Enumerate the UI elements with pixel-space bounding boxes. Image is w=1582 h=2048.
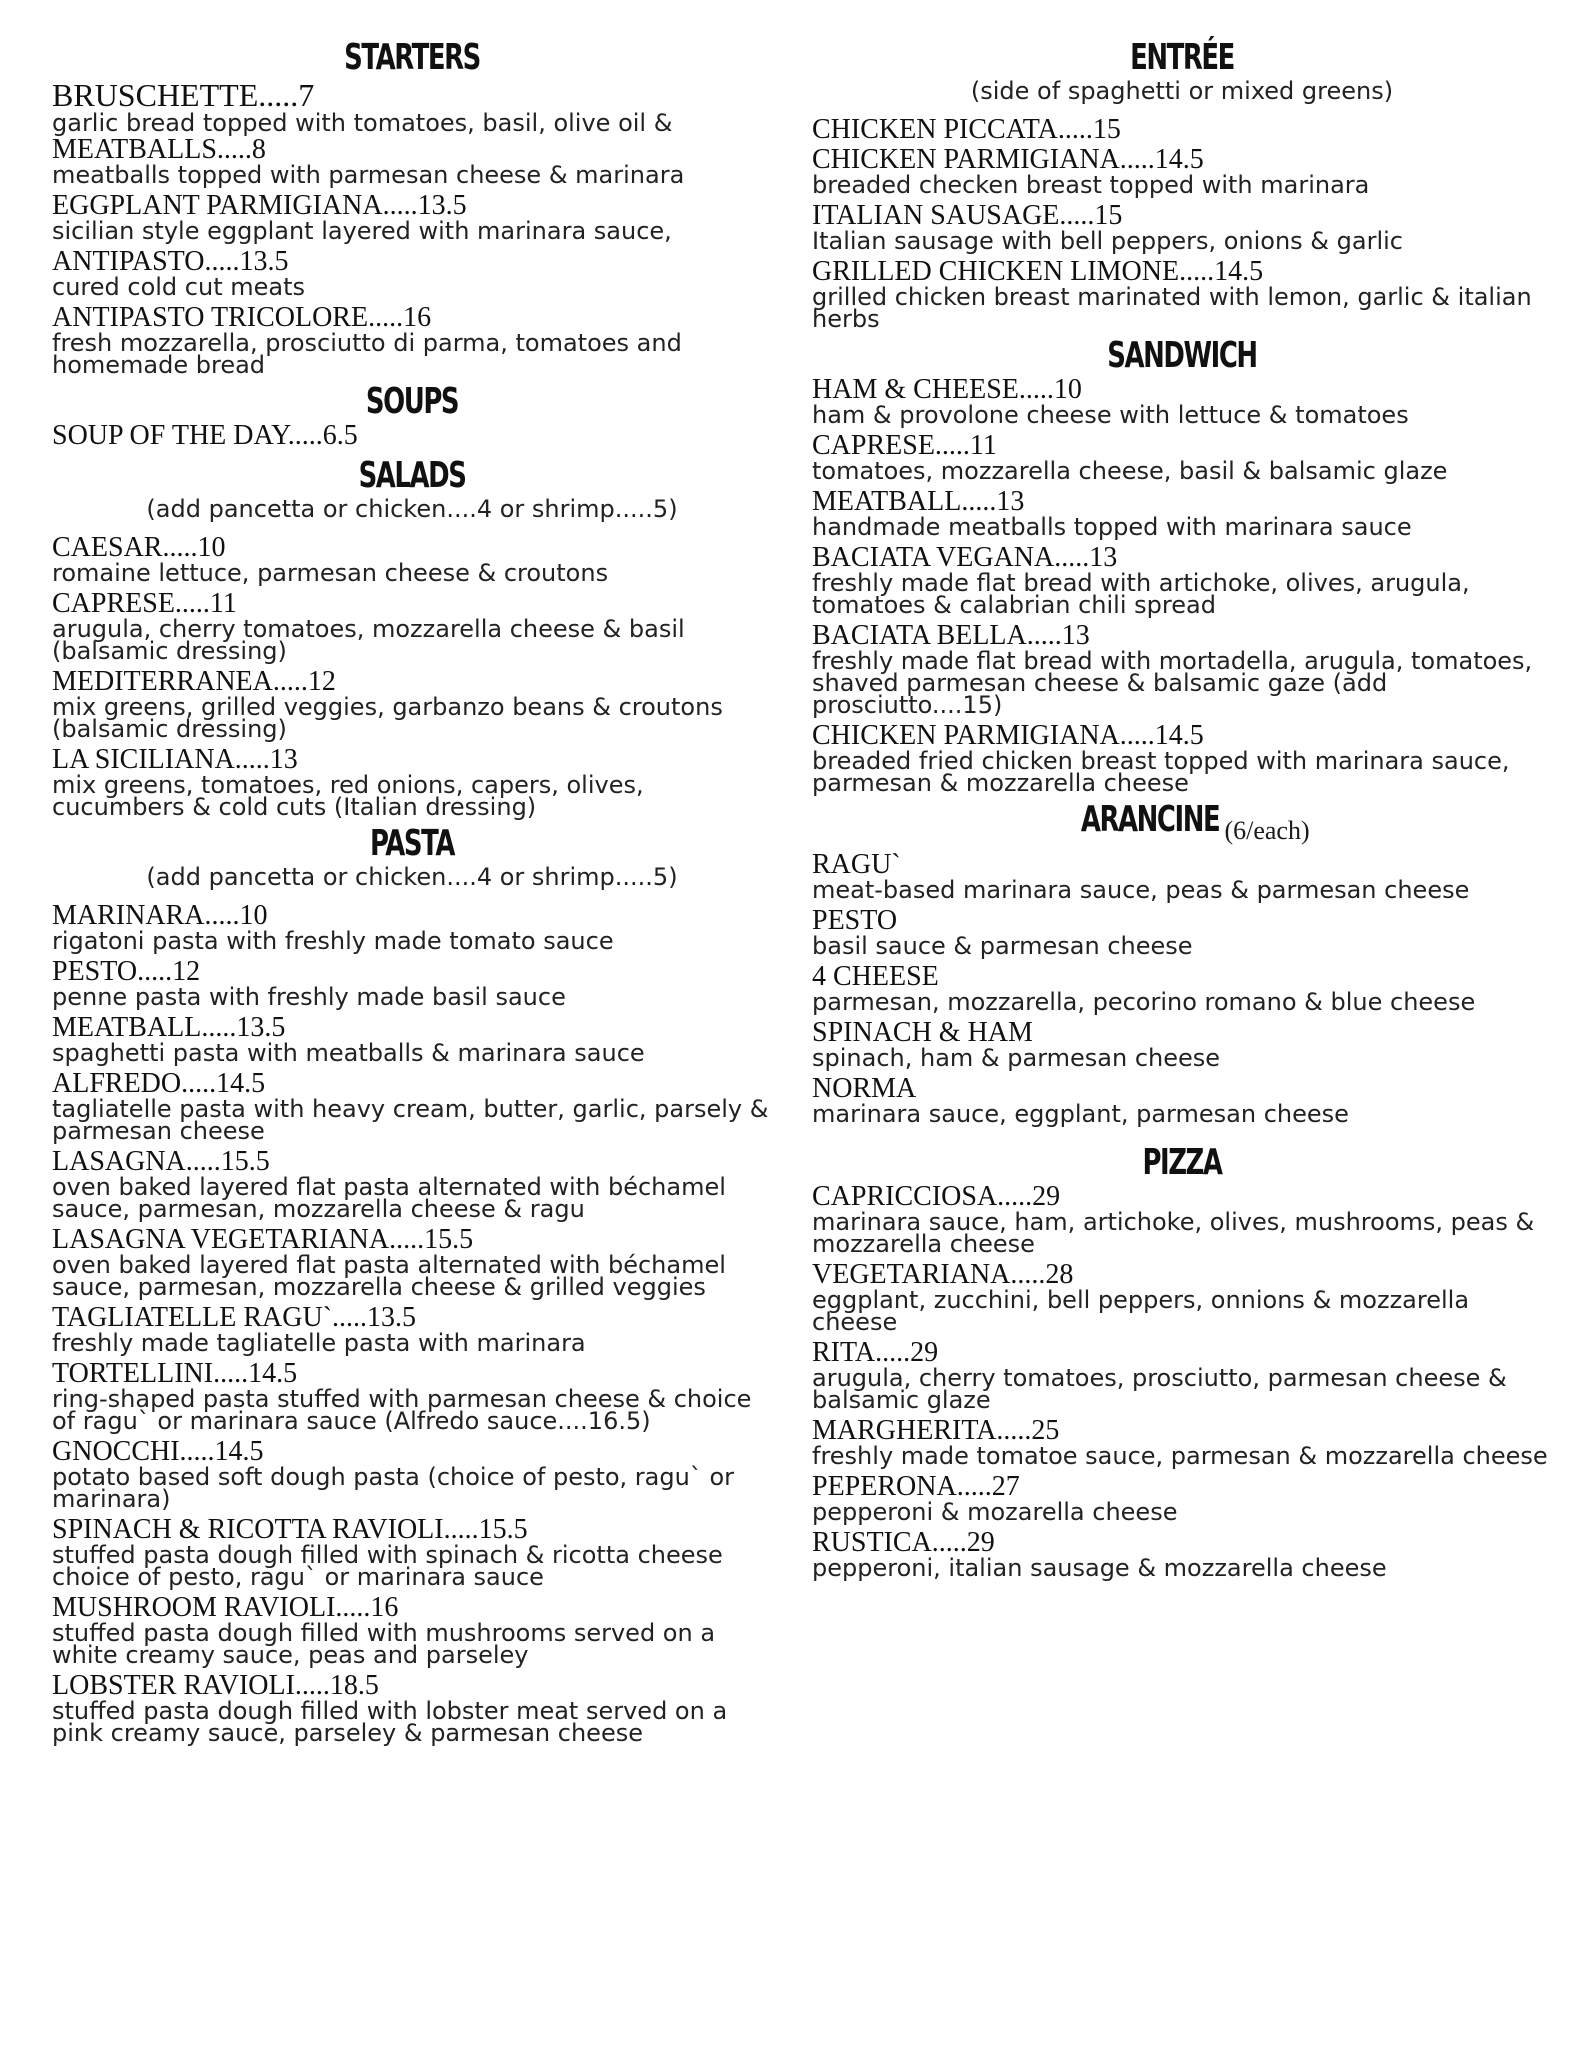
item-description: marinara sauce, eggplant, parmesan cheese: [812, 1100, 1349, 1128]
menu-item: [52, 900, 772, 955]
item-name: MARGHERITA.....25: [812, 1415, 1060, 1446]
item-name: LASAGNA VEGETARIANA.....15.5: [52, 1224, 474, 1255]
salads-list: [52, 532, 772, 821]
menu-item: [52, 532, 772, 587]
item-description: breaded checken breast topped with marinara: [812, 171, 1370, 199]
arancine-heading-row: [812, 800, 1552, 851]
item-description: romaine lettuce, parmesan cheese & croutons: [52, 559, 609, 587]
menu-item: [812, 620, 1552, 719]
menu-item: [52, 1358, 772, 1435]
item-description: meatballs topped with parmesan cheese & marinara: [52, 161, 685, 189]
menu-item: [52, 134, 772, 189]
item-description: oven baked layered flat pasta alternated with béchamel sauce, parmesan, mozzarella cheese & ragu: [52, 1173, 726, 1223]
entree-list: [812, 114, 1552, 333]
item-name: ANTIPASTO.....13.5: [52, 246, 289, 277]
arancine-heading: ARANCINE: [1081, 799, 1220, 840]
item-name: SPINACH & HAM: [812, 1017, 1033, 1048]
arancine-note: (6/each): [1224, 816, 1310, 845]
item-description: penne pasta with freshly made basil sauce: [52, 983, 566, 1011]
item-name: MEATBALLS.....8: [52, 134, 266, 165]
item-name: MEATBALL.....13.5: [52, 1012, 286, 1043]
right-column: [812, 38, 1552, 1585]
menu-item: [812, 1073, 1552, 1128]
item-description: parmesan, mozzarella, pecorino romano & blue cheese: [812, 988, 1476, 1016]
menu-item: [52, 666, 772, 743]
menu-item: [812, 1415, 1552, 1470]
item-description: fresh mozzarella, prosciutto di parma, tomatoes and homemade bread: [52, 329, 682, 379]
item-description: eggplant, zucchini, bell peppers, onnions & mozzarella cheese: [812, 1286, 1470, 1336]
item-description: pepperoni, italian sausage & mozzarella cheese: [812, 1554, 1387, 1582]
item-description: tomatoes, mozzarella cheese, basil & balsamic glaze: [812, 457, 1448, 485]
item-name: LA SICILIANA.....13: [52, 744, 298, 775]
item-description: rigatoni pasta with freshly made tomato sauce: [52, 927, 614, 955]
item-name: MEDITERRANEA.....12: [52, 666, 336, 697]
menu-item: [52, 1302, 772, 1357]
menu-item: [52, 588, 772, 665]
menu-item: [812, 144, 1552, 199]
item-name: GNOCCHI.....14.5: [52, 1436, 264, 1467]
item-description: stuffed pasta dough filled with mushrooms served on a white creamy sauce, peas and parseley: [52, 1619, 716, 1669]
item-name: TORTELLINI.....14.5: [52, 1358, 298, 1389]
item-description: oven baked layered flat pasta alternated with béchamel sauce, parmesan, mozzarella cheese & grilled veggies: [52, 1251, 726, 1301]
item-name: ITALIAN SAUSAGE.....15: [812, 200, 1123, 231]
menu-item: [812, 849, 1552, 904]
menu-item: [812, 905, 1552, 960]
item-name: CAESAR.....10: [52, 532, 226, 563]
menu-item: [812, 430, 1552, 485]
item-description: stuffed pasta dough filled with lobster meat served on a pink creamy sauce, parseley & parmesan cheese: [52, 1697, 728, 1747]
item-description: marinara sauce, ham, artichoke, olives, mushrooms, peas & mozzarella cheese: [812, 1208, 1535, 1258]
item-name: MUSHROOM RAVIOLI.....16: [52, 1592, 399, 1623]
menu-item: [52, 1224, 772, 1301]
item-name: NORMA: [812, 1073, 917, 1104]
starters-list: [52, 77, 772, 379]
left-column: [52, 38, 772, 1750]
item-name: GRILLED CHICKEN LIMONE.....14.5: [812, 256, 1264, 287]
salads-heading: SALADS: [358, 455, 466, 496]
arancine-list: [812, 849, 1552, 1128]
menu-item: [812, 720, 1552, 797]
item-description: freshly made tomatoe sauce, parmesan & mozzarella cheese: [812, 1442, 1548, 1470]
item-description: freshly made flat bread with artichoke, olives, arugula, tomatoes & calabrian chili spread: [812, 569, 1470, 619]
menu-item: [812, 1259, 1552, 1336]
item-description: arugula, cherry tomatoes, mozzarella cheese & basil (balsamic dressing): [52, 615, 685, 665]
menu-item: [52, 1514, 772, 1591]
menu-item: [812, 1017, 1552, 1072]
menu-item: [812, 256, 1552, 333]
starters-heading: STARTERS: [344, 37, 480, 78]
item-name: PESTO: [812, 905, 898, 936]
item-name: ANTIPASTO TRICOLORE.....16: [52, 302, 432, 333]
menu-item: [812, 1471, 1552, 1526]
item-name: CAPRESE.....11: [52, 588, 237, 619]
item-name: 4 CHEESE: [812, 961, 939, 992]
menu-item: [52, 1592, 772, 1669]
menu-item: [52, 302, 772, 379]
item-description: grilled chicken breast marinated with lemon, garlic & italian herbs: [812, 283, 1532, 333]
item-description: stuffed pasta dough filled with spinach & ricotta cheese choice of pesto, ragu` or marinara sauce: [52, 1541, 723, 1591]
menu-item: [812, 374, 1552, 429]
item-name: BACIATA VEGANA.....13: [812, 542, 1118, 573]
item-name: CHICKEN PICCATA.....15: [812, 114, 1121, 145]
menu-item: [52, 1146, 772, 1223]
salads-subtitle: (add pancetta or chicken....4 or shrimp.....5): [146, 495, 678, 523]
item-name: RITA.....29: [812, 1337, 939, 1368]
item-description: garlic bread topped with tomatoes, basil, olive oil &: [52, 109, 673, 137]
item-name: MARINARA.....10: [52, 900, 268, 931]
item-name: HAM & CHEESE.....10: [812, 374, 1082, 405]
menu-item: [52, 1436, 772, 1513]
menu-item: [52, 246, 772, 301]
menu-item: [52, 77, 772, 137]
pasta-subtitle: (add pancetta or chicken....4 or shrimp.....5): [146, 863, 678, 891]
item-name: RUSTICA.....29: [812, 1527, 995, 1558]
item-name: PESTO.....12: [52, 956, 201, 987]
item-name: MEATBALL.....13: [812, 486, 1025, 517]
menu-item: [52, 1068, 772, 1145]
item-name: VEGETARIANA.....28: [812, 1259, 1074, 1290]
item-description: mix greens, grilled veggies, garbanzo beans & croutons (balsamic dressing): [52, 693, 723, 743]
item-description: breaded fried chicken breast topped with marinara sauce, parmesan & mozzarella cheese: [812, 747, 1510, 797]
menu-item: [52, 422, 772, 450]
menu-item: [812, 542, 1552, 619]
item-description: handmade meatballs topped with marinara sauce: [812, 513, 1412, 541]
item-description: basil sauce & parmesan cheese: [812, 932, 1193, 960]
item-description: freshly made flat bread with mortadella, arugula, tomatoes, shaved parmesan cheese & balsamic gaze (add prosciutto....15): [812, 647, 1533, 719]
item-name: PEPERONA.....27: [812, 1471, 1020, 1502]
soups-heading: SOUPS: [365, 381, 459, 422]
item-name: ALFREDO.....14.5: [52, 1068, 266, 1099]
item-name: SPINACH & RICOTTA RAVIOLI.....15.5: [52, 1514, 528, 1545]
menu-item: [812, 961, 1552, 1016]
item-name: BACIATA BELLA.....13: [812, 620, 1090, 651]
menu-item: [812, 116, 1552, 144]
item-name: CHICKEN PARMIGIANA.....14.5: [812, 720, 1204, 751]
item-description: ham & provolone cheese with lettuce & tomatoes: [812, 401, 1409, 429]
item-description: mix greens, tomatoes, red onions, capers, olives, cucumbers & cold cuts (Italian dressing): [52, 771, 644, 821]
menu-item: [52, 1670, 772, 1747]
item-name: TAGLIATELLE RAGU`.....13.5: [52, 1302, 417, 1333]
entree-heading: ENTRÉE: [1130, 37, 1234, 78]
entree-subtitle: (side of spaghetti or mixed greens): [970, 77, 1394, 105]
menu-item: [812, 1181, 1552, 1258]
menu-item: [52, 1012, 772, 1067]
menu-item: [812, 1337, 1552, 1414]
pasta-list: [52, 900, 772, 1747]
menu-item: [52, 744, 772, 821]
item-description: pepperoni & mozarella cheese: [812, 1498, 1178, 1526]
item-name: CAPRESE.....11: [812, 430, 997, 461]
menu-item: [812, 1527, 1552, 1582]
item-name: LOBSTER RAVIOLI.....18.5: [52, 1670, 379, 1701]
pasta-heading: PASTA: [370, 823, 454, 864]
item-description: cured cold cut meats: [52, 273, 305, 301]
item-description: spinach, ham & parmesan cheese: [812, 1044, 1221, 1072]
item-description: freshly made tagliatelle pasta with marinara: [52, 1329, 586, 1357]
menu-item: [812, 486, 1552, 541]
item-description: arugula, cherry tomatoes, prosciutto, parmesan cheese & balsamic glaze: [812, 1364, 1507, 1414]
item-description: meat-based marinara sauce, peas & parmesan cheese: [812, 876, 1470, 904]
item-description: sicilian style eggplant layered with marinara sauce,: [52, 217, 672, 245]
item-name: LASAGNA.....15.5: [52, 1146, 270, 1177]
item-name: EGGPLANT PARMIGIANA.....13.5: [52, 190, 467, 221]
item-description: potato based soft dough pasta (choice of pesto, ragu` or marinara): [52, 1463, 735, 1513]
menu-item: [52, 956, 772, 1011]
item-description: tagliatelle pasta with heavy cream, butter, garlic, parsely & parmesan cheese: [52, 1095, 769, 1145]
item-description: spaghetti pasta with meatballs & marinara sauce: [52, 1039, 645, 1067]
pizza-list: [812, 1181, 1552, 1582]
sandwich-heading: SANDWICH: [1107, 335, 1257, 376]
item-name: CAPRICCIOSA.....29: [812, 1181, 1061, 1212]
item-name: CHICKEN PARMIGIANA.....14.5: [812, 144, 1204, 175]
sandwich-list: [812, 374, 1552, 797]
item-name: BRUSCHETTE.....7: [52, 77, 315, 113]
item-name: RAGU`: [812, 849, 901, 880]
pizza-heading: PIZZA: [1142, 1142, 1222, 1183]
menu-item: [52, 190, 772, 245]
item-description: ring-shaped pasta stuffed with parmesan cheese & choice of ragu` or marinara sauce (Alfredo sauce....16.5): [52, 1385, 752, 1435]
menu-item: [812, 200, 1552, 255]
item-name: SOUP OF THE DAY.....6.5: [52, 420, 358, 451]
item-description: Italian sausage with bell peppers, onions & garlic: [812, 227, 1403, 255]
